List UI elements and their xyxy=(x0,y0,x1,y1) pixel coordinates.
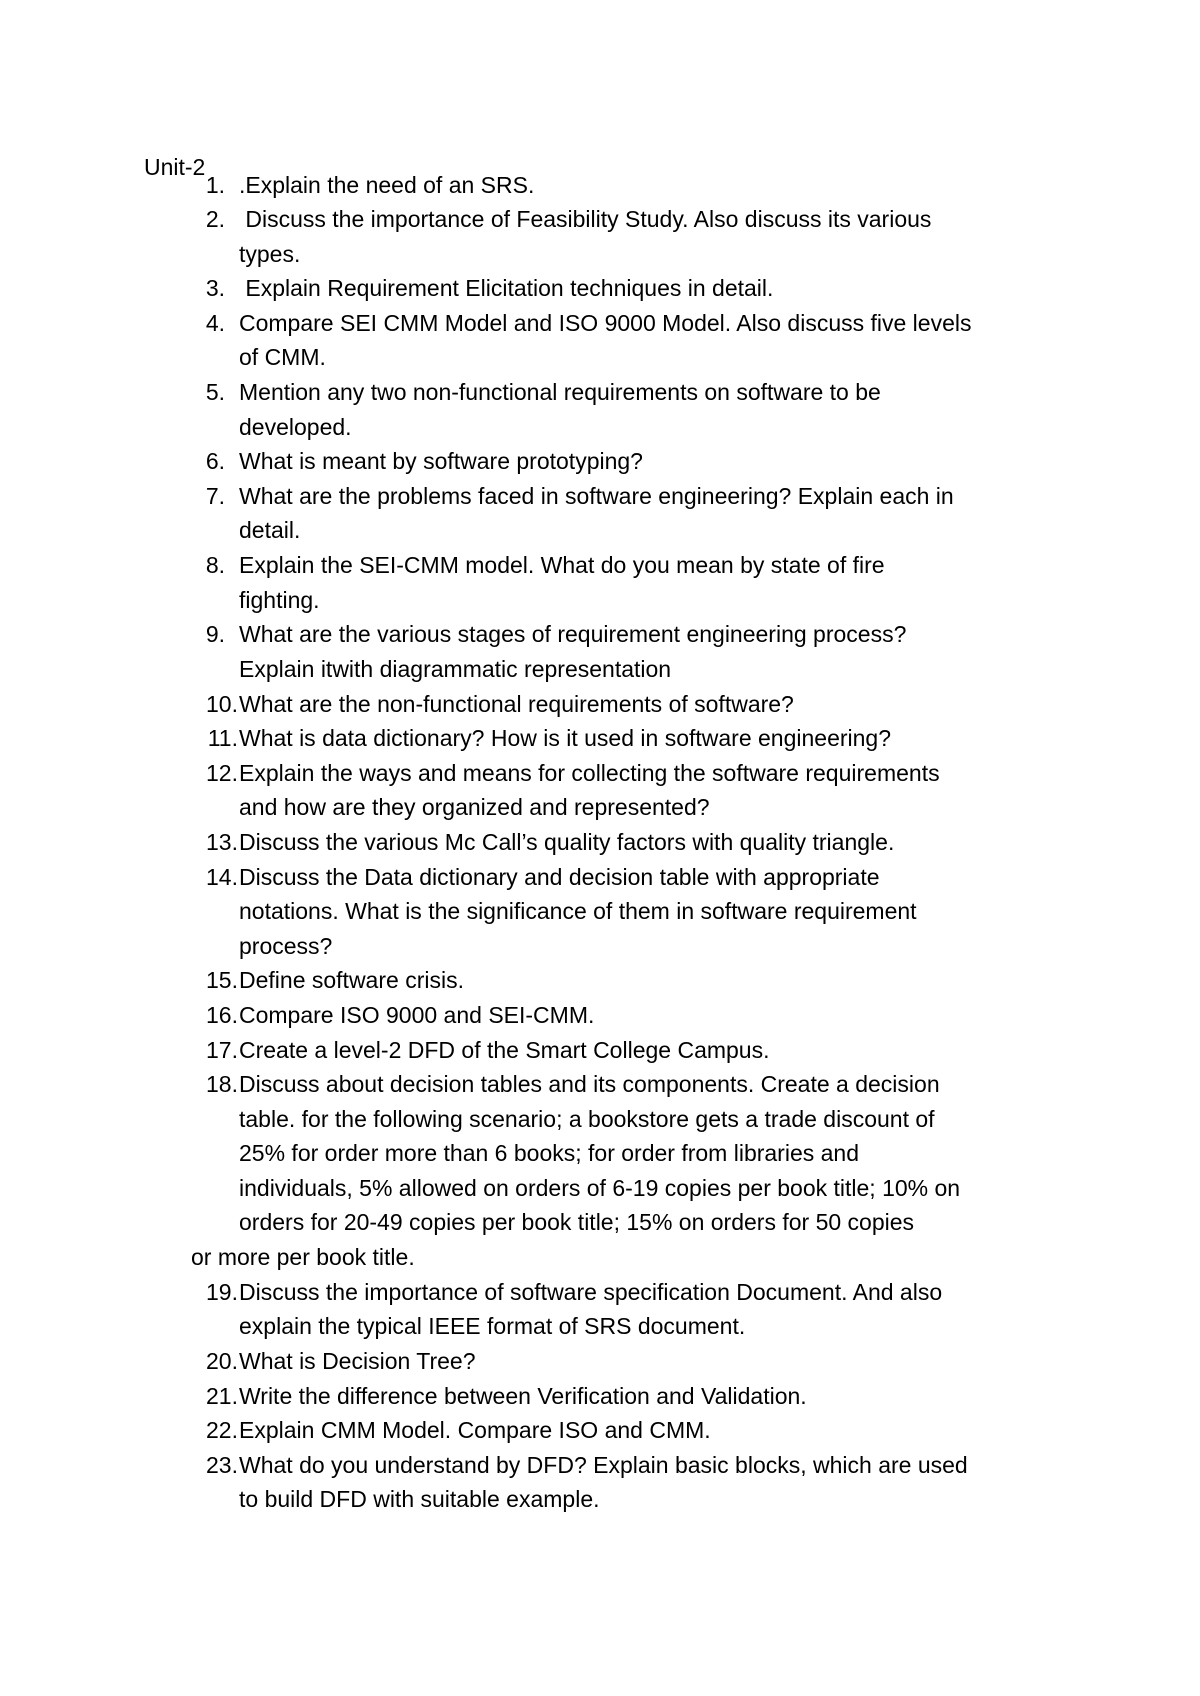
question-line: Define software crisis. xyxy=(239,967,464,994)
question-item xyxy=(144,271,1084,306)
question-line: Explain Requirement Elicitation techniques in detail. xyxy=(239,275,774,302)
question-item xyxy=(144,756,1084,825)
question-line: What is Decision Tree? xyxy=(239,1347,476,1374)
question-item xyxy=(144,1033,1084,1068)
question-text xyxy=(239,548,1084,617)
question-line: Explain the SEI-CMM model. What do you mean by state of fire xyxy=(239,552,885,579)
question-item xyxy=(144,1379,1084,1414)
question-line: fighting. xyxy=(239,586,320,613)
question-line: individuals, 5% allowed on orders of 6-19 copies per book title; 10% on xyxy=(239,1174,961,1201)
question-line: Discuss the various Mc Call’s quality factors with quality triangle. xyxy=(239,828,895,855)
question-text xyxy=(239,1413,1084,1448)
question-number: 13. xyxy=(206,828,238,855)
question-text xyxy=(239,617,1084,686)
question-line: 25% for order more than 6 books; for order from libraries and xyxy=(239,1140,860,1167)
question-line: Explain itwith diagrammatic representation xyxy=(239,655,672,682)
question-text xyxy=(239,1275,1084,1344)
question-line: Explain CMM Model. Compare ISO and CMM. xyxy=(239,1417,711,1444)
question-item xyxy=(144,1448,1084,1517)
question-line: Discuss the importance of Feasibility Study. Also discuss its various xyxy=(239,206,932,233)
question-line: explain the typical IEEE format of SRS document. xyxy=(239,1313,746,1340)
question-text xyxy=(239,1344,1084,1379)
question-number: 6. xyxy=(205,448,225,475)
question-item xyxy=(144,479,1084,548)
question-item xyxy=(144,375,1084,444)
question-item xyxy=(144,548,1084,617)
question-number: 10. xyxy=(206,690,238,717)
question-number: 16. xyxy=(206,1001,238,1028)
question-number: 14. xyxy=(206,863,238,890)
question-number: 18. xyxy=(206,1071,238,1098)
question-line: detail. xyxy=(239,517,301,544)
question-text xyxy=(239,998,1084,1033)
question-number: 19. xyxy=(206,1278,238,1305)
question-line: Create a level-2 DFD of the Smart College Campus. xyxy=(239,1036,770,1063)
question-line: types. xyxy=(239,240,301,267)
question-number: 15. xyxy=(206,967,238,994)
question-line: Mention any two non-functional requirements on software to be xyxy=(239,379,881,406)
question-line: notations. What is the significance of them in software requirement xyxy=(239,898,917,925)
question-text xyxy=(239,375,1084,444)
question-item xyxy=(144,721,1084,756)
question-item xyxy=(144,444,1084,479)
question-text xyxy=(239,271,1084,306)
question-number: 17. xyxy=(206,1036,238,1063)
question-text xyxy=(239,1379,1084,1414)
question-item xyxy=(144,998,1084,1033)
question-number: 12. xyxy=(206,759,238,786)
question-line: What is data dictionary? How is it used in software engineering? xyxy=(239,725,892,752)
question-line: table. for the following scenario; a bookstore gets a trade discount of xyxy=(239,1105,935,1132)
question-item xyxy=(144,825,1084,860)
question-number: 5. xyxy=(205,379,225,406)
question-number: 2. xyxy=(205,206,225,233)
question-number: 11. xyxy=(207,725,238,752)
question-item xyxy=(144,202,1084,271)
question-item xyxy=(144,1067,1084,1275)
question-text xyxy=(239,1033,1084,1068)
question-text xyxy=(239,444,1084,479)
question-line: Discuss about decision tables and its components. Create a decision xyxy=(239,1071,940,1098)
question-text xyxy=(239,721,1084,756)
question-line: What are the various stages of requirement engineering process? xyxy=(239,621,907,648)
question-line: What is meant by software prototyping? xyxy=(239,448,643,475)
question-number: 20. xyxy=(206,1347,238,1374)
question-line: process? xyxy=(239,932,333,959)
unit-heading: Unit-2 xyxy=(144,154,206,180)
question-number: 21. xyxy=(206,1382,238,1409)
question-text xyxy=(239,168,1084,203)
question-item xyxy=(144,1413,1084,1448)
question-text xyxy=(239,860,1084,964)
question-item xyxy=(144,963,1084,998)
question-line: Explain the ways and means for collecting the software requirements xyxy=(239,759,940,786)
question-line: developed. xyxy=(239,413,352,440)
question-text xyxy=(239,756,1084,825)
question-line: of CMM. xyxy=(239,344,326,371)
question-line: What are the problems faced in software engineering? Explain each in xyxy=(239,482,954,509)
question-text xyxy=(239,825,1084,860)
question-item xyxy=(144,860,1084,964)
question-line: .Explain the need of an SRS. xyxy=(239,171,535,198)
question-text xyxy=(239,306,1084,375)
question-line: What are the non-functional requirements of software? xyxy=(239,690,794,717)
question-item xyxy=(144,687,1084,722)
question-item xyxy=(144,617,1084,686)
question-line: orders for 20-49 copies per book title; 15% on orders for 50 copies xyxy=(239,1209,915,1236)
question-text xyxy=(239,1448,1084,1517)
question-number: 1. xyxy=(205,171,225,198)
question-number: 8. xyxy=(205,552,225,579)
question-number: 7. xyxy=(205,482,225,509)
question-item xyxy=(144,1275,1084,1344)
question-text xyxy=(239,687,1084,722)
question-number: 23. xyxy=(206,1451,238,1478)
question-line: and how are they organized and represented? xyxy=(239,794,710,821)
question-text xyxy=(239,963,1084,998)
question-text xyxy=(239,479,1084,548)
question-text xyxy=(239,202,1084,271)
question-line: to build DFD with suitable example. xyxy=(239,1486,600,1513)
question-item xyxy=(144,1344,1084,1379)
question-item xyxy=(144,306,1084,375)
question-number: 22. xyxy=(206,1417,238,1444)
question-number: 3. xyxy=(205,275,225,302)
question-number: 4. xyxy=(205,309,225,336)
question-item xyxy=(144,168,1084,203)
question-line: What do you understand by DFD? Explain basic blocks, which are used xyxy=(239,1451,968,1478)
question-line: Discuss the importance of software specification Document. And also xyxy=(239,1278,943,1305)
question-line: Compare SEI CMM Model and ISO 9000 Model. Also discuss five levels xyxy=(239,309,972,336)
question-line: Compare ISO 9000 and SEI-CMM. xyxy=(239,1001,595,1028)
question-number: 9. xyxy=(205,621,225,648)
question-line-outdented: or more per book title. xyxy=(191,1244,415,1271)
question-line: Write the difference between Verification and Validation. xyxy=(239,1382,807,1409)
question-line: Discuss the Data dictionary and decision table with appropriate xyxy=(239,863,880,890)
